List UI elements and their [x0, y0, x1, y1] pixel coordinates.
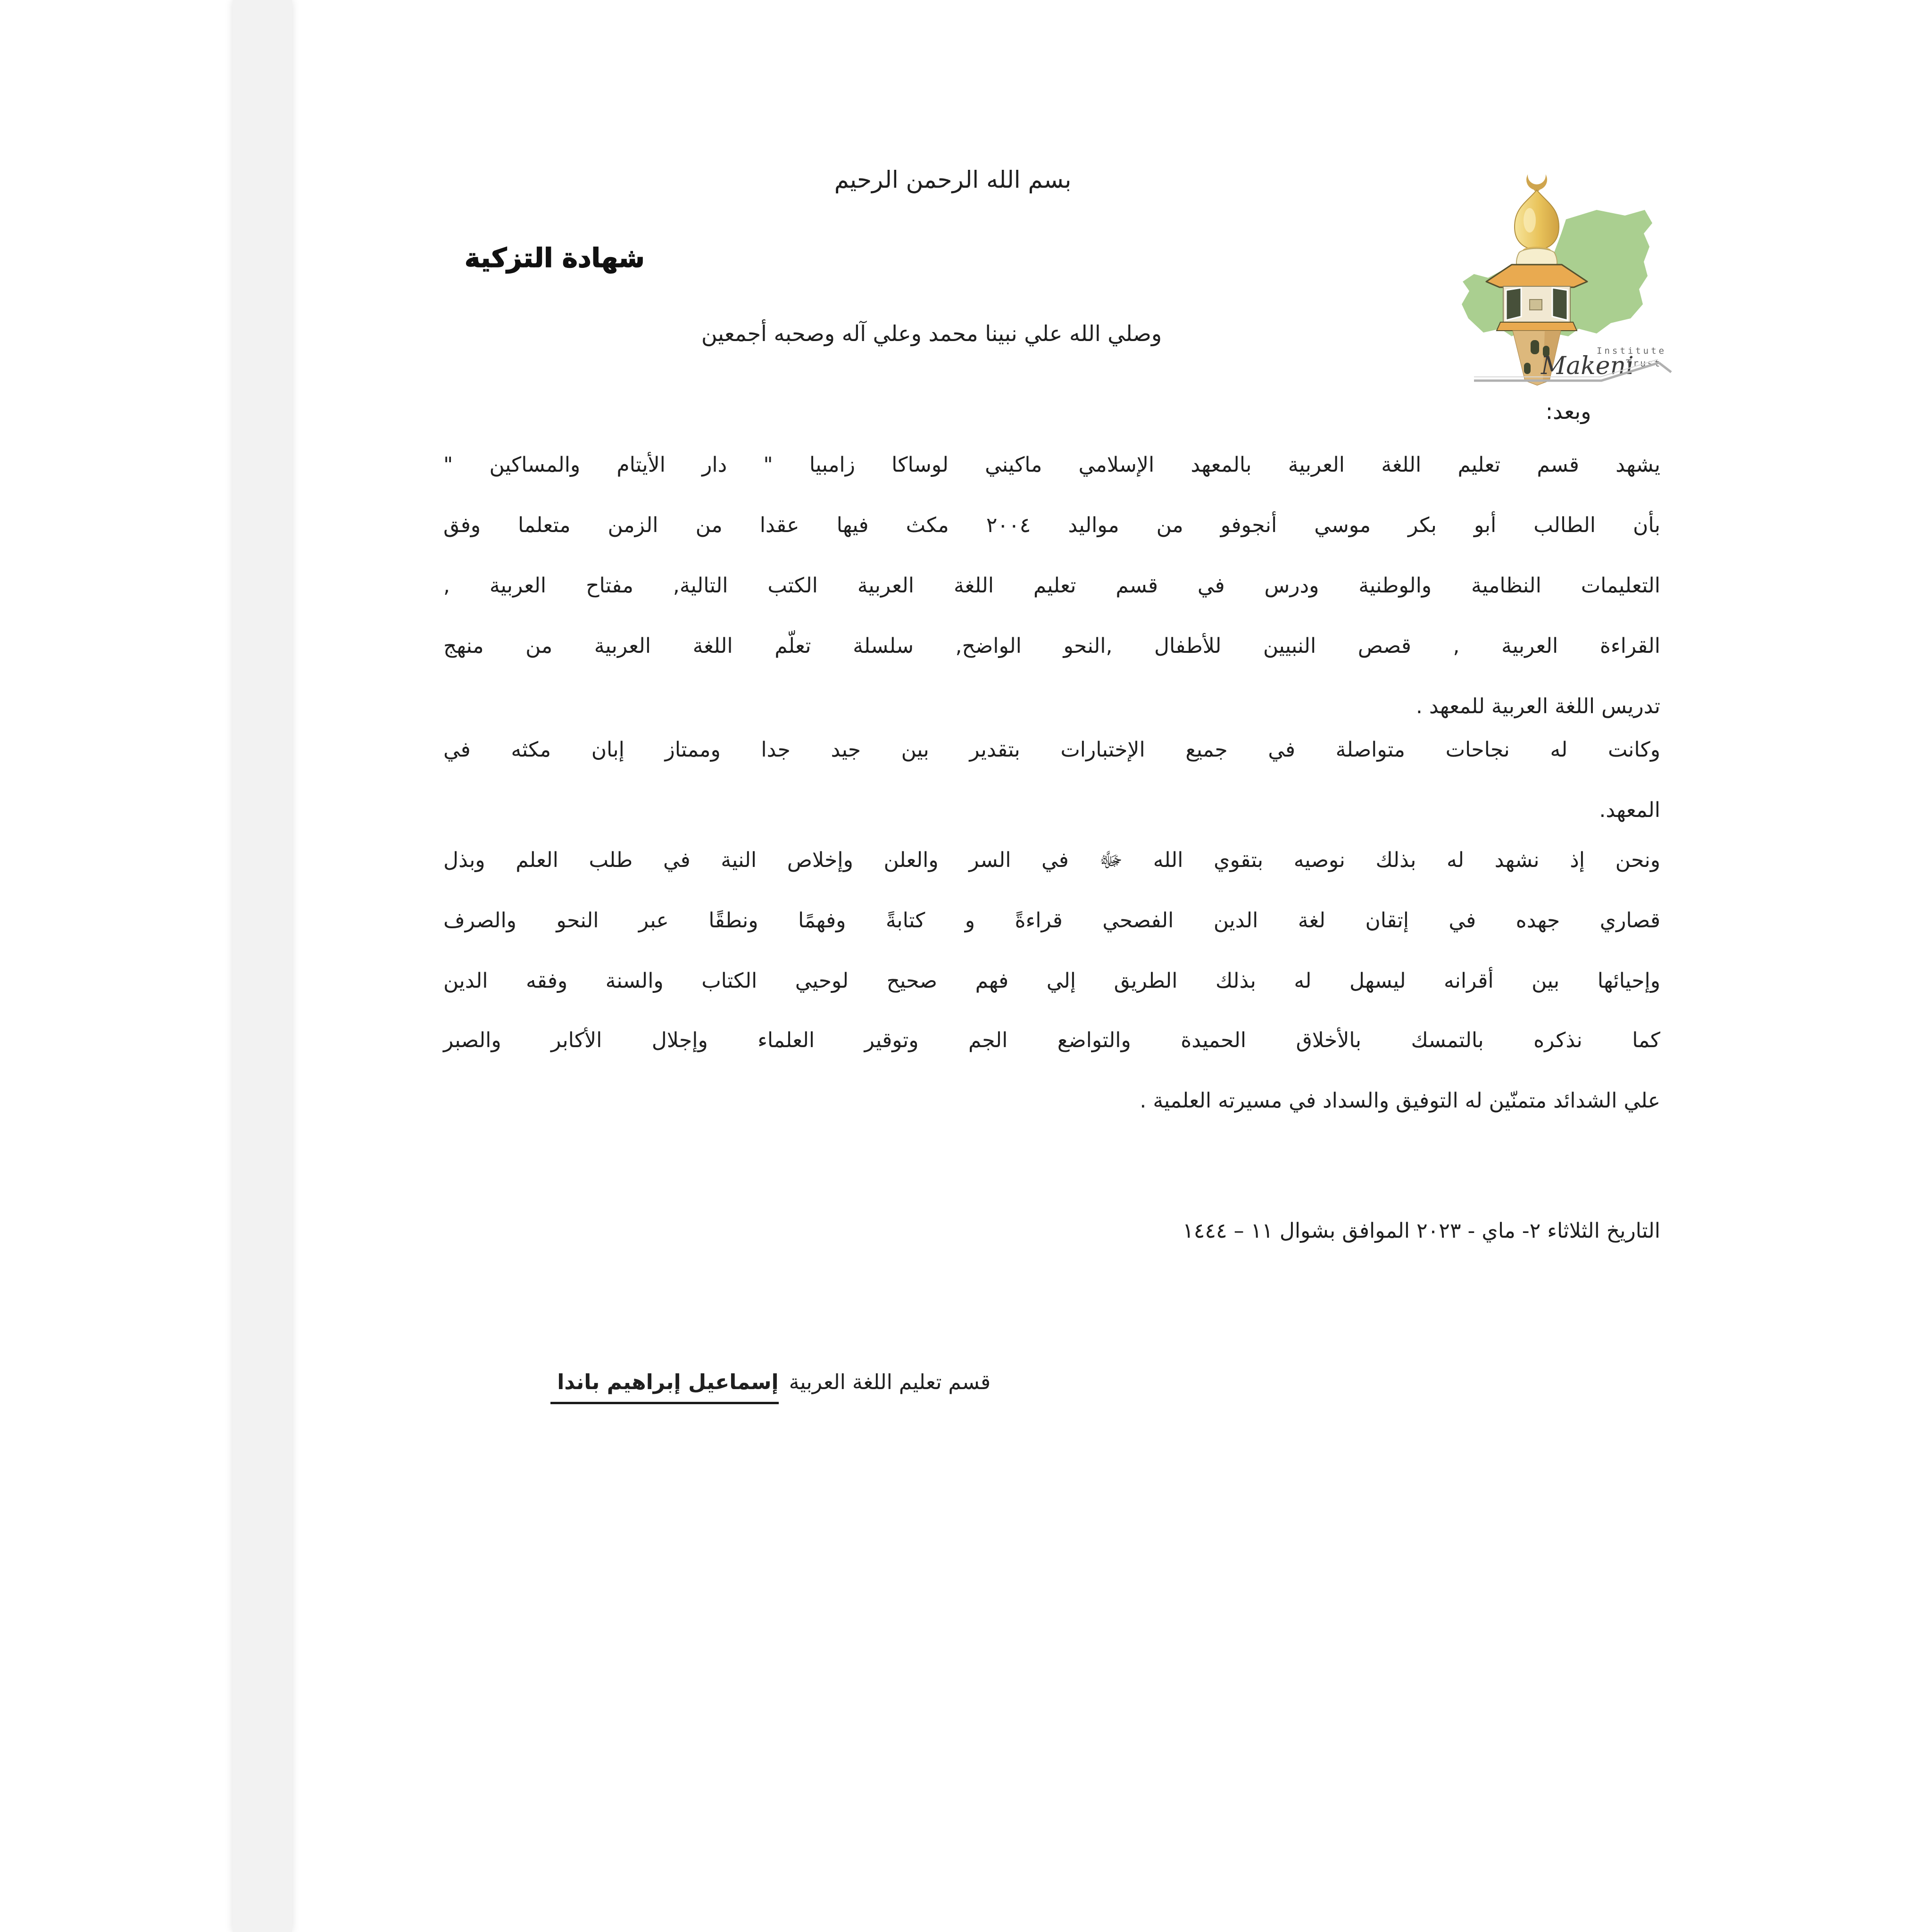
body-line: المعهد. — [1599, 798, 1660, 822]
body-line: وإحيائها بين أقرانه ليسهل له بذلك الطريق إلي فهم صحيح لوحيي الكتاب والسنة وفقه الدين — [443, 969, 1660, 993]
page-gutter — [233, 0, 292, 1932]
body-line: كما نذكره بالتمسك بالأخلاق الحميدة والتواضع الجم وتوقير العلماء وإجلال الأكابر والصبر — [443, 1028, 1660, 1052]
logo-text-makeni: Makeni — [1541, 352, 1634, 380]
body-line: تدريس اللغة العربية للمعهد . — [1416, 694, 1660, 718]
body-line: يشهد قسم تعليم اللغة العربية بالمعهد الإسلامي ماكيني لوساكا زامبيا " دار الأيتام والمساكين " — [443, 453, 1660, 477]
logo-text-institute: Institute — [1597, 346, 1666, 356]
signature-name: إسماعيل إبراهيم باندا — [550, 1370, 778, 1404]
body-line: علي الشدائد متمنّين له التوفيق والسداد في مسيرته العلمية . — [1140, 1089, 1660, 1113]
body-line: قصاري جهده في إتقان لغة الدين الفصحي قراءةً و كتابةً وفهمًا ونطقًا عبر النحو والصرف — [443, 908, 1660, 933]
date-line: التاريخ الثلاثاء ٢- ماي - ٢٠٢٣ الموافق بشوال ١١ – ١٤٤٤ — [1183, 1219, 1660, 1243]
basmala-line: بسم الله الرحمن الرحيم — [834, 166, 1072, 193]
body-line: بأن الطالب أبو بكر موسي أنجوفو من مواليد ٢٠٠٤ مكث فيها عقدا من الزمن متعلما وفق — [443, 513, 1660, 537]
makeni-institute-logo — [1455, 163, 1682, 388]
body-line: ونحن إذ نشهد له بذلك نوصيه بتقوي الله ﷻ في السر والعلن وإخلاص النية في طلب العلم وبذل — [443, 848, 1660, 872]
signature-department: قسم تعليم اللغة العربية — [789, 1370, 991, 1394]
logo-text-trust: Trust — [1626, 358, 1662, 369]
body-line: القراءة العربية , قصص النبيين للأطفال ,النحو الواضح, سلسلة تعلّم اللغة العربية من منهج — [443, 634, 1660, 658]
body-line: التعليمات النظامية والوطنية ودرس في قسم تعليم اللغة العربية الكتب التالية, مفتاح العربية , — [443, 574, 1660, 598]
body-line: وكانت له نجاحات متواصلة في جميع الإختبارات بتقدير بين جيد جدا وممتاز إبان مكثه في — [443, 738, 1660, 762]
opening-word: وبعد: — [1545, 399, 1591, 424]
certificate-title: شهادة التزكية — [465, 243, 645, 274]
signature-line — [443, 1370, 991, 1404]
salawat-line: وصلي الله علي نبينا محمد وعلي آله وصحبه أجمعين — [701, 321, 1162, 346]
